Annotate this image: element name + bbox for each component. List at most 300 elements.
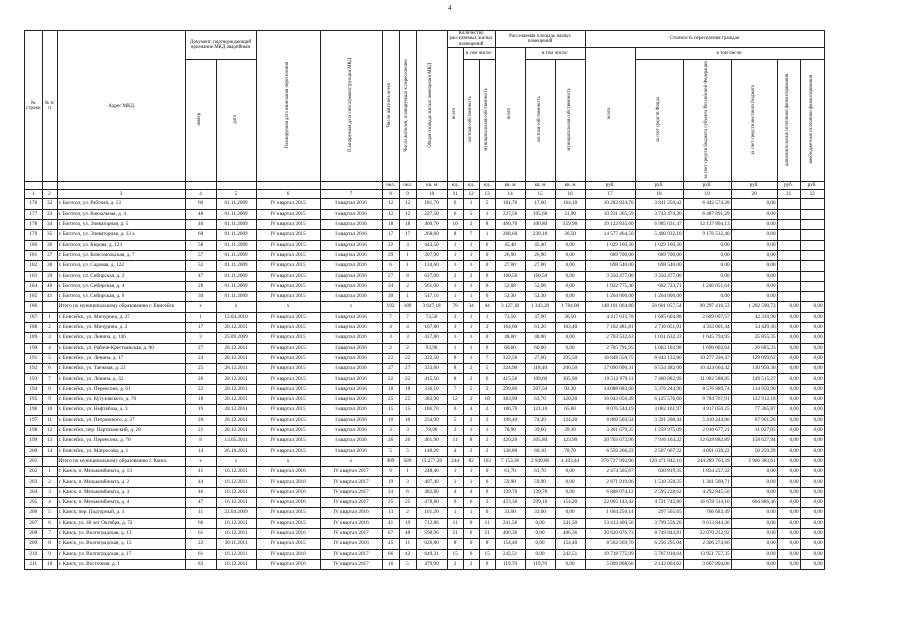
- table-cell: I квартал 2016: [320, 384, 382, 394]
- header-cost-extra: дополнительные источники финансирования: [777, 59, 800, 182]
- table-cell: IV квартал 2015: [256, 395, 320, 405]
- table-cell: I квартал 2016: [320, 250, 382, 260]
- table-cell: 0: [463, 549, 479, 559]
- unit-cell: кв. м: [416, 182, 447, 190]
- table-cell: 1 029 160,30: [635, 240, 683, 250]
- table-cell: 0,00: [555, 240, 585, 250]
- header-rooms-count: Количество расселяемых жилых помещений: [447, 31, 495, 48]
- table-cell: 7: [479, 353, 495, 363]
- table-cell: 3: [185, 333, 216, 343]
- table-cell: 8: [463, 436, 479, 446]
- table-cell: 589: [399, 456, 416, 466]
- column-number-cell: 2: [42, 190, 57, 199]
- table-cell: 78: [447, 302, 463, 312]
- table-cell: 0,00: [731, 539, 777, 549]
- table-cell: IV квартал 2015: [256, 518, 320, 528]
- table-cell: 5: [382, 446, 399, 456]
- table-cell: 1 063 103,98: [635, 343, 683, 353]
- table-cell: I квартал 2016: [320, 374, 382, 384]
- table-cell: 1: [463, 353, 479, 363]
- table-cell: 6: [447, 405, 463, 415]
- table-row: [25, 240, 825, 250]
- table-cell: 12: [447, 395, 463, 405]
- table-cell: г. Боготол, ул. Рабочая, д. 13: [57, 199, 185, 209]
- table-cell: Итого по муниципальному образованию г. Енисейск: [57, 302, 185, 312]
- table-cell: 8 076 544,19: [585, 405, 635, 415]
- subtotal-row: [25, 302, 825, 312]
- table-cell: 8: [185, 436, 216, 446]
- table-cell: 01.11.2009: [216, 261, 256, 271]
- header-area-municipal: муниципальная собственность: [555, 59, 585, 182]
- table-cell: IV квартал 2015: [256, 209, 320, 219]
- table-cell: 2 689 097,57: [683, 312, 731, 322]
- table-cell: IV квартал 2016: [256, 487, 320, 497]
- table-cell: 14: [185, 446, 216, 456]
- table-cell: 0,00: [800, 415, 824, 425]
- table-cell: 0,00: [800, 395, 824, 405]
- table-cell: 16.12.2011: [216, 467, 256, 477]
- table-cell: 0,00: [777, 425, 800, 435]
- table-cell: 21: [185, 425, 216, 435]
- table-cell: 0,00: [800, 384, 824, 394]
- table-cell: 39: [42, 271, 57, 281]
- table-cell: 198: [25, 425, 43, 435]
- table-cell: 37: [42, 250, 57, 260]
- table-cell: 3 799 556,20: [635, 518, 683, 528]
- table-cell: 184: [25, 281, 43, 291]
- table-cell: 196: [25, 405, 43, 415]
- table-cell: 0,00: [800, 477, 824, 487]
- table-cell: IV квартал 2015: [256, 374, 320, 384]
- table-cell: 0: [479, 477, 495, 487]
- table-cell: 130 950,30: [731, 364, 777, 374]
- column-number-cell: 10: [416, 190, 447, 199]
- table-cell: I квартал 2016: [320, 353, 382, 363]
- table-cell: 1: [479, 425, 495, 435]
- table-cell: 1: [399, 250, 416, 260]
- table-cell: 41: [185, 467, 216, 477]
- table-cell: 2: [463, 395, 479, 405]
- table-cell: 189: [399, 302, 416, 312]
- table-cell: 61,70: [495, 467, 525, 477]
- table-cell: x: [256, 456, 320, 466]
- table-cell: 154,40: [555, 539, 585, 549]
- table-cell: 73,50: [495, 312, 525, 322]
- column-number-cell: 15: [525, 190, 555, 199]
- table-cell: 248,40: [416, 467, 447, 477]
- table-cell: IV квартал 2016: [256, 549, 320, 559]
- table-cell: 0,00: [731, 477, 777, 487]
- unit-cell: руб.: [683, 182, 731, 190]
- table-cell: 25: [399, 498, 416, 508]
- table-cell: 0,00: [777, 559, 800, 569]
- table-cell: 4 001 039,22: [683, 446, 731, 456]
- table-cell: г. Боготол, ул. Садовая, д. 122: [57, 261, 185, 271]
- table-cell: 41: [382, 518, 399, 528]
- table-cell: 16.12.2011: [216, 498, 256, 508]
- table-cell: 13.05.2011: [216, 436, 256, 446]
- table-cell: 13: [42, 436, 57, 446]
- table-cell: 0,00: [731, 559, 777, 569]
- table-cell: 1: [463, 240, 479, 250]
- table-row: [25, 498, 825, 508]
- table-cell: 6 534 482,00: [635, 364, 683, 374]
- table-cell: 478,80: [416, 498, 447, 508]
- table-cell: 01.11.2009: [216, 292, 256, 302]
- table-cell: [800, 230, 824, 240]
- table-cell: 2 306 274,66: [683, 539, 731, 549]
- table-cell: 3: [399, 240, 416, 250]
- table-cell: 134,60: [416, 261, 447, 271]
- table-cell: 52: [185, 261, 216, 271]
- table-cell: 16.12.2011: [216, 559, 256, 569]
- table-cell: 28.12.2011: [216, 323, 256, 333]
- table-row: [25, 333, 825, 343]
- table-cell: 7 460 882,99: [635, 374, 683, 384]
- table-cell: 4 721 742,86: [635, 498, 683, 508]
- header-document: Документ, подтверждающий признание МКД аварийным: [185, 31, 256, 60]
- table-cell: 118,40: [525, 364, 555, 374]
- unit-cell: чел.: [382, 182, 399, 190]
- table-cell: г. Канск, ул. 40 лет Октября, д. 72: [57, 518, 185, 528]
- table-cell: 2 142 004,62: [635, 559, 683, 569]
- table-cell: 28: [185, 281, 216, 291]
- table-cell: г. Енисейск, ул. Петровского, д. 27: [57, 415, 185, 425]
- table-cell: 1 922 775,46: [585, 281, 635, 291]
- table-cell: IV квартал 2015: [256, 281, 320, 291]
- table-cell: 1 264 000,00: [635, 292, 683, 302]
- table-cell: 33,00: [495, 508, 525, 518]
- table-cell: 17: [399, 230, 416, 240]
- table-cell: 417,80: [416, 333, 447, 343]
- table-cell: 36,50: [555, 312, 585, 322]
- table-cell: 207,50: [525, 384, 555, 394]
- table-cell: 31,90: [555, 209, 585, 219]
- table-cell: [777, 271, 800, 281]
- table-cell: 7: [42, 528, 57, 538]
- table-cell: [42, 456, 57, 466]
- table-cell: 0,00: [800, 487, 824, 497]
- table-cell: 2 949,86: [525, 456, 555, 466]
- table-cell: x: [320, 302, 382, 312]
- table-cell: 1: [479, 209, 495, 219]
- table-cell: 8 749 843,81: [635, 528, 683, 538]
- table-cell: 90 297 416,53: [683, 302, 731, 312]
- table-cell: 11: [42, 415, 57, 425]
- table-cell: 4 417 013,78: [585, 312, 635, 322]
- table-cell: г. Енисейск, ул. Перенсона, д. 70: [57, 436, 185, 446]
- table-cell: 28.12.2011: [216, 415, 256, 425]
- table-cell: IV квартал 2015: [256, 240, 320, 250]
- units-row: [25, 182, 825, 190]
- table-cell: 182: [25, 261, 43, 271]
- table-cell: 0: [479, 467, 495, 477]
- table-cell: 11: [479, 518, 495, 528]
- table-cell: [777, 230, 800, 240]
- table-cell: IV квартал 2015: [256, 271, 320, 281]
- table-cell: 0,00: [800, 498, 824, 508]
- table-cell: 27: [185, 343, 216, 353]
- table-cell: 0,00: [555, 559, 585, 569]
- table-cell: 187: [25, 312, 43, 322]
- table-cell: 10: [479, 395, 495, 405]
- table-cell: 199: [25, 436, 43, 446]
- table-cell: 0,00: [800, 374, 824, 384]
- table-cell: 01.11.2009: [216, 240, 256, 250]
- table-cell: 0,00: [800, 364, 824, 374]
- table-cell: 0: [479, 281, 495, 291]
- table-cell: 482,80: [416, 487, 447, 497]
- table-cell: 33: [42, 209, 57, 219]
- header-cost-fund: за счет средств Фонда: [635, 59, 683, 182]
- table-cell: 18: [382, 384, 399, 394]
- table-cell: 2: [463, 220, 479, 230]
- table-cell: 0,00: [525, 549, 555, 559]
- table-cell: 5: [479, 199, 495, 209]
- table-cell: 0: [479, 487, 495, 497]
- table-cell: 0,00: [731, 292, 777, 302]
- unit-cell: [216, 182, 256, 190]
- table-cell: IV квартал 2015: [256, 250, 320, 260]
- table-cell: 0,00: [800, 405, 824, 415]
- table-cell: 22: [382, 353, 399, 363]
- table-cell: 15: [382, 405, 399, 415]
- table-cell: 0,00: [800, 518, 824, 528]
- table-row: [25, 271, 825, 281]
- table-cell: IV квартал 2015: [256, 261, 320, 271]
- table-cell: 1: [447, 343, 463, 353]
- table-cell: 01.11.2009: [216, 199, 256, 209]
- table-cell: 0,00: [777, 487, 800, 497]
- table-cell: 5 376 244,96: [635, 384, 683, 394]
- table-cell: 207: [25, 518, 43, 528]
- table-cell: 34: [42, 220, 57, 230]
- table-cell: 65,60: [555, 405, 585, 415]
- table-cell: 2: [42, 323, 57, 333]
- header-residents-planned: Число жителей, планируемых к переселению: [399, 31, 416, 182]
- column-number-cell: 9: [399, 190, 416, 199]
- table-cell: 197: [25, 415, 43, 425]
- table-cell: г. Боготол, ул. Сибирская, д. 2: [57, 271, 185, 281]
- table-cell: 1 696 002,64: [683, 343, 731, 353]
- table-cell: 12: [382, 199, 399, 209]
- table-cell: 45,40: [495, 240, 525, 250]
- table-cell: I квартал 2016: [320, 271, 382, 281]
- table-cell: IV квартал 2017: [320, 477, 382, 487]
- table-cell: 1 264 000,00: [585, 292, 635, 302]
- table-cell: 4: [42, 343, 57, 353]
- table-cell: 0,00: [777, 374, 800, 384]
- table-cell: 193: [25, 374, 43, 384]
- table-cell: IV квартал 2015: [256, 508, 320, 518]
- table-cell: IV квартал 2015: [256, 312, 320, 322]
- table-cell: 19 512 979,11: [585, 374, 635, 384]
- table-cell: 5: [479, 364, 495, 374]
- table-cell: 2: [42, 477, 57, 487]
- column-number-cell: 17: [585, 190, 635, 199]
- table-cell: 9 613 844,36: [683, 518, 731, 528]
- table-cell: 25 855,35: [731, 333, 777, 343]
- table-cell: 5 410 244,86: [683, 415, 731, 425]
- table-row: [25, 292, 825, 302]
- table-cell: 7: [463, 230, 479, 240]
- unit-cell: [256, 182, 320, 190]
- table-cell: 40: [185, 220, 216, 230]
- table-cell: 0: [479, 333, 495, 343]
- table-cell: г. Енисейск, пер. Партизанский, д. 28: [57, 425, 185, 435]
- table-cell: 22 070 232,92: [683, 528, 731, 538]
- table-row: [25, 220, 825, 230]
- table-cell: 0,00: [731, 261, 777, 271]
- table-cell: 74,20: [525, 415, 555, 425]
- table-cell: г. Боготол, ул. Сибирская, д. 6: [57, 292, 185, 302]
- table-cell: 10: [42, 405, 57, 415]
- table-cell: 2: [463, 364, 479, 374]
- table-cell: 93,90: [416, 343, 447, 353]
- table-cell: 19: [382, 477, 399, 487]
- table-cell: x: [320, 456, 382, 466]
- table-cell: 11: [399, 539, 416, 549]
- table-cell: 1: [447, 250, 463, 260]
- table-cell: 46: [185, 487, 216, 497]
- table-row: [25, 446, 825, 456]
- table-cell: 7: [382, 312, 399, 322]
- table-cell: 3: [479, 498, 495, 508]
- table-cell: 305,90: [555, 374, 585, 384]
- table-cell: [800, 240, 824, 250]
- table-cell: 25: [399, 395, 416, 405]
- table-cell: [777, 250, 800, 260]
- table-cell: 242,51: [495, 549, 525, 559]
- table-cell: IV квартал 2016: [256, 498, 320, 508]
- table-cell: 78,90: [495, 425, 525, 435]
- table-cell: [800, 209, 824, 219]
- table-cell: 73,50: [416, 312, 447, 322]
- table-cell: 3: [399, 333, 416, 343]
- table-cell: 8: [42, 384, 57, 394]
- table-cell: 1 834 237,32: [683, 467, 731, 477]
- table-cell: 179: [25, 230, 43, 240]
- table-cell: IV квартал 2017: [320, 528, 382, 538]
- table-cell: 2: [399, 281, 416, 291]
- table-cell: 61,20: [525, 323, 555, 333]
- table-cell: 0,00: [777, 456, 800, 466]
- table-cell: IV квартал 2015: [256, 230, 320, 240]
- table-cell: 16.12.2011: [216, 477, 256, 487]
- table-cell: IV квартал 2015: [256, 343, 320, 353]
- table-cell: IV квартал 2016: [256, 467, 320, 477]
- table-cell: 12: [382, 209, 399, 219]
- table-cell: 39,60: [525, 425, 555, 435]
- table-cell: 0,00: [777, 353, 800, 363]
- table-cell: 164,60: [495, 323, 525, 333]
- table-cell: 192: [382, 302, 399, 312]
- column-number-cell: 21: [777, 190, 800, 199]
- table-cell: 3 841 250,42: [635, 199, 683, 209]
- table-cell: 181,70: [495, 199, 525, 209]
- table-cell: 1 361 560,71: [683, 477, 731, 487]
- table-cell: 0,00: [800, 456, 824, 466]
- table-cell: 3: [479, 415, 495, 425]
- table-cell: IV квартал 2015: [256, 220, 320, 230]
- table-cell: 198,40: [495, 415, 525, 425]
- table-cell: 234,90: [416, 415, 447, 425]
- table-cell: 0: [479, 250, 495, 260]
- table-cell: 21: [479, 528, 495, 538]
- table-cell: 195,60: [525, 209, 555, 219]
- table-row: [25, 425, 825, 435]
- table-cell: 30: [185, 292, 216, 302]
- table-row: [25, 559, 825, 569]
- table-cell: 59,90: [495, 477, 525, 487]
- table-cell: 0,00: [555, 261, 585, 271]
- table-cell: 195: [25, 395, 43, 405]
- table-cell: IV квартал 2015: [256, 323, 320, 333]
- table-cell: 1 029 160,30: [585, 240, 635, 250]
- table-cell: 0: [463, 528, 479, 538]
- table-cell: 0,00: [777, 528, 800, 538]
- table-cell: 10 277 336,47: [683, 353, 731, 363]
- table-cell: 185: [25, 292, 43, 302]
- table-cell: 0,00: [777, 312, 800, 322]
- table-cell: 20: [382, 292, 399, 302]
- table-cell: IV квартал 2015: [256, 415, 320, 425]
- table-cell: IV квартал 2015: [256, 405, 320, 415]
- table-cell: 4: [42, 498, 57, 508]
- table-cell: 0: [479, 343, 495, 353]
- table-cell: 1: [463, 477, 479, 487]
- table-cell: 299,80: [495, 384, 525, 394]
- header-doc-number: номер: [185, 59, 216, 182]
- table-cell: 0,00: [731, 518, 777, 528]
- table-cell: 0,00: [777, 446, 800, 456]
- header-pp-number: № п/п: [42, 31, 57, 182]
- table-cell: 42 310,90: [731, 312, 777, 322]
- table-cell: 3 743 474,30: [635, 209, 683, 219]
- table-cell: 28.12.2011: [216, 374, 256, 384]
- unit-cell: кв. м: [495, 182, 525, 190]
- table-cell: 0,00: [555, 292, 585, 302]
- table-cell: 12 628 882,89: [683, 436, 731, 446]
- table-cell: 5: [463, 209, 479, 219]
- table-cell: 244: [447, 456, 463, 466]
- table-cell: 241,50: [495, 518, 525, 528]
- subtotal-row: [25, 456, 825, 466]
- table-cell: [800, 292, 824, 302]
- header-rooms-incl: в том числе:: [463, 47, 495, 59]
- table-row: [25, 384, 825, 394]
- table-cell: [800, 271, 824, 281]
- table-cell: 28.12.2011: [216, 405, 256, 415]
- table-cell: 22.04.2009: [216, 508, 256, 518]
- table-cell: 16.12.2011: [216, 549, 256, 559]
- table-cell: 3: [382, 333, 399, 343]
- table-cell: 56 601 057,54: [635, 302, 683, 312]
- table-cell: г. Канск, п. Мелькомбината, д. 3: [57, 487, 185, 497]
- table-cell: 649,31: [416, 549, 447, 559]
- column-number-cell: 12: [463, 190, 479, 199]
- table-cell: 0,00: [525, 539, 555, 549]
- table-cell: 194: [25, 384, 43, 394]
- table-cell: 0,00: [777, 405, 800, 415]
- header-cost: Стоимость переселения граждан: [585, 31, 824, 48]
- header-cost-subject: за счет средств бюджета субъекта Российской Федерации: [683, 59, 731, 182]
- table-cell: 61,70: [525, 467, 555, 477]
- table-cell: 2: [463, 415, 479, 425]
- table-cell: 129 471 842,16: [635, 456, 683, 466]
- table-row: [25, 508, 825, 518]
- table-cell: 6: [479, 374, 495, 384]
